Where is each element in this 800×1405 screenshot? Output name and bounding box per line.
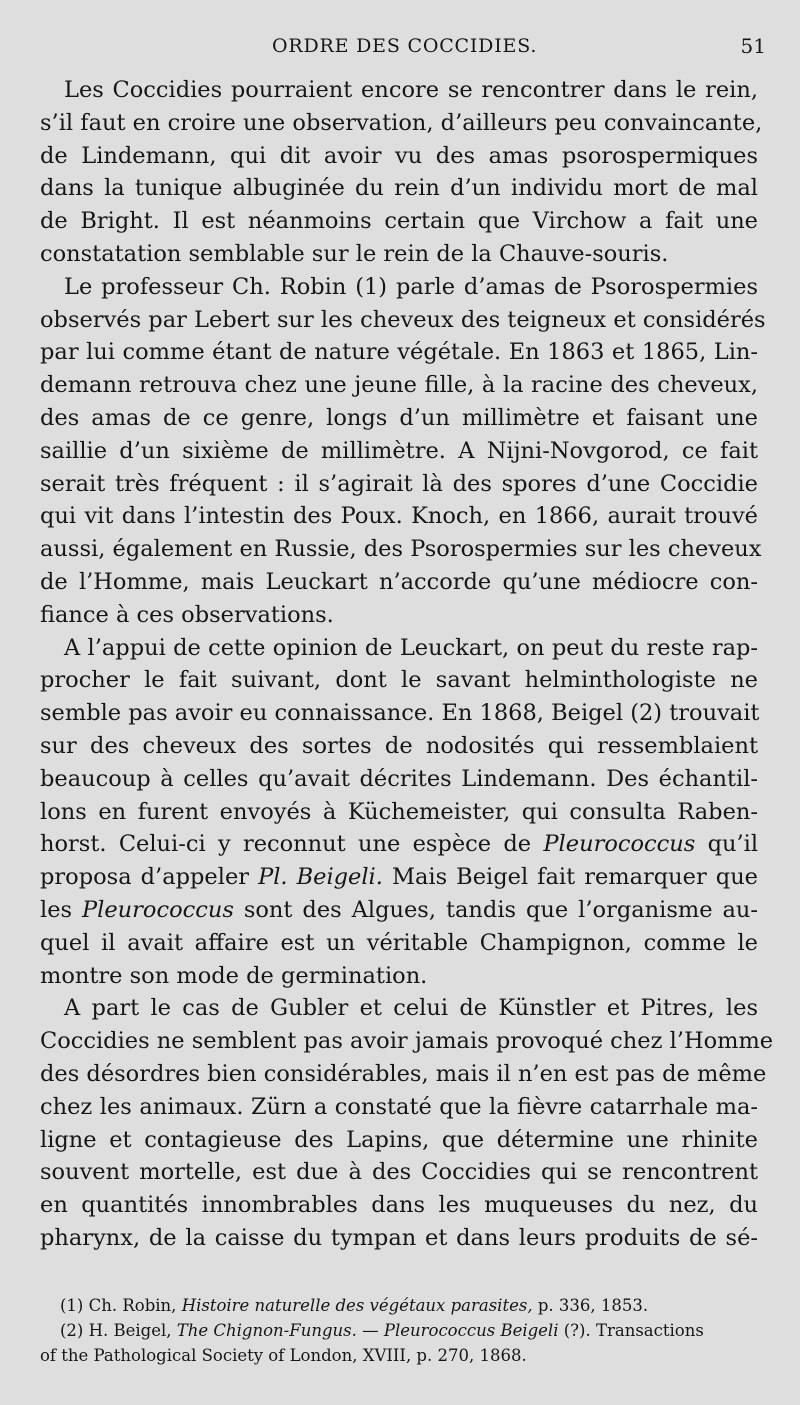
text-line: procher le fait suivant, dont le savant helminthologiste ne	[40, 667, 758, 694]
text-line: souvent mortelle, est due à des Coccidies qui se rencontrent	[40, 1159, 758, 1186]
footnote-text: (?).	[563, 1321, 591, 1340]
text-line: pharynx, de la caisse du tympan et dans leurs produits de sé-	[40, 1224, 758, 1251]
text-line: qui vit dans l’intestin des Poux. Knoch, en 1866, aurait trouvé	[40, 503, 758, 530]
text-line: par lui comme étant de nature végétale. En 1863 et 1865, Lin-	[40, 339, 758, 366]
text-line: de l’Homme, mais Leuckart n’accorde qu’une médiocre con-	[40, 568, 758, 595]
text-line: beaucoup à celles qu’avait décrites Lindemann. Des échantil-	[40, 765, 758, 792]
text-line: dans la tunique albuginée du rein d’un individu mort de mal	[40, 175, 758, 202]
text-line: A l’appui de cette opinion de Leuckart, on peut du reste rap-	[64, 634, 758, 661]
text-line: montre son mode de germination.	[40, 962, 428, 989]
footnote-title: The Chignon-Fungus. — Pleurococcus Beigeli	[176, 1321, 559, 1340]
italic-species-name: Pleurococcus	[543, 831, 696, 858]
text-line: lons en furent envoyés à Küchemeister, qui consulta Raben-	[40, 798, 758, 825]
page-number: 51	[740, 34, 766, 58]
text-segment: qu’il	[707, 831, 759, 858]
italic-species-name: Pl. Beigeli.	[258, 864, 383, 891]
footnote-text: (1) Ch. Robin,	[60, 1296, 177, 1315]
text-line: en quantités innombrables dans les muqueuses du nez, du	[40, 1192, 758, 1219]
italic-species-name: Pleurococcus	[82, 896, 234, 923]
page-header	[0, 32, 800, 60]
text-line: aussi, également en Russie, des Psorospermies sur les cheveux	[40, 536, 762, 563]
text-line: constatation semblable sur le rein de la Chauve-souris.	[40, 240, 669, 267]
body-text	[40, 74, 774, 1255]
text-segment: Mais Beigel fait remarquer que	[391, 864, 758, 891]
running-title: ORDRE DES COCCIDIES.	[272, 35, 538, 57]
footnote-text: p. 336, 1853.	[537, 1296, 649, 1315]
text-line: de Lindemann, qui dit avoir vu des amas psorospermiques	[40, 142, 758, 169]
text-line: A part le cas de Gubler et celui de Künstler et Pitres, les	[64, 995, 758, 1022]
text-line: semble pas avoir eu connaissance. En 1868, Beigel (2) trouvait	[40, 700, 760, 727]
text-line: Le professeur Ch. Robin (1) parle d’amas de Psorospermies	[64, 273, 758, 300]
text-line: des désordres bien considérables, mais il n’en est pas de même	[40, 1060, 767, 1087]
text-line	[40, 894, 758, 927]
text-line	[40, 861, 758, 894]
text-line: de Bright. Il est néanmoins certain que Virchow a fait une	[40, 208, 758, 235]
text-line: serait très fréquent : il s’agirait là des spores d’une Coccidie	[40, 470, 758, 497]
text-line: s’il faut en croire une observation, d’ailleurs peu convaincante,	[40, 109, 763, 136]
text-line: ligne et contagieuse des Lapins, que détermine une rhinite	[40, 1126, 758, 1153]
text-line: fiance à ces observations.	[40, 601, 334, 628]
text-line: observés par Lebert sur les cheveux des teigneux et considérés	[40, 306, 766, 333]
text-line: Les Coccidies pourraient encore se rencontrer dans le rein,	[64, 77, 758, 103]
text-line	[40, 828, 758, 861]
text-segment: proposa d’appeler	[40, 864, 250, 891]
footnote-title: Histoire naturelle des végétaux parasites,	[181, 1296, 533, 1315]
text-line: des amas de ce genre, longs d’un millimètre et faisant une	[40, 404, 758, 431]
footnote-1	[40, 1293, 758, 1318]
text-line: quel il avait affaire est un véritable Champignon, comme le	[40, 929, 758, 956]
text-segment: horst. Celui-ci y reconnut une espèce de	[40, 831, 532, 858]
footnote-2-continued: of the Pathological Society of London, XVIII, p. 270, 1868.	[40, 1346, 527, 1365]
footnote-2	[40, 1318, 758, 1343]
footnote-text: Transactions	[595, 1321, 704, 1340]
text-segment: les	[40, 896, 73, 923]
text-line: sur des cheveux des sortes de nodosités qui ressemblaient	[40, 732, 758, 759]
footnotes	[40, 1293, 758, 1368]
text-line: saillie d’un sixième de millimètre. A Nijni-Novgorod, ce fait	[40, 437, 758, 464]
text-segment: sont des Algues, tandis que l’organisme au-	[243, 896, 759, 923]
text-line: Coccidies ne semblent pas avoir jamais provoqué chez l’Homme	[40, 1028, 774, 1055]
text-line: chez les animaux. Zürn a constaté que la fièvre catarrhale ma-	[40, 1093, 758, 1120]
text-line: demann retrouva chez une jeune fille, à la racine des cheveux,	[40, 372, 758, 399]
footnote-text: (2) H. Beigel,	[60, 1321, 172, 1340]
